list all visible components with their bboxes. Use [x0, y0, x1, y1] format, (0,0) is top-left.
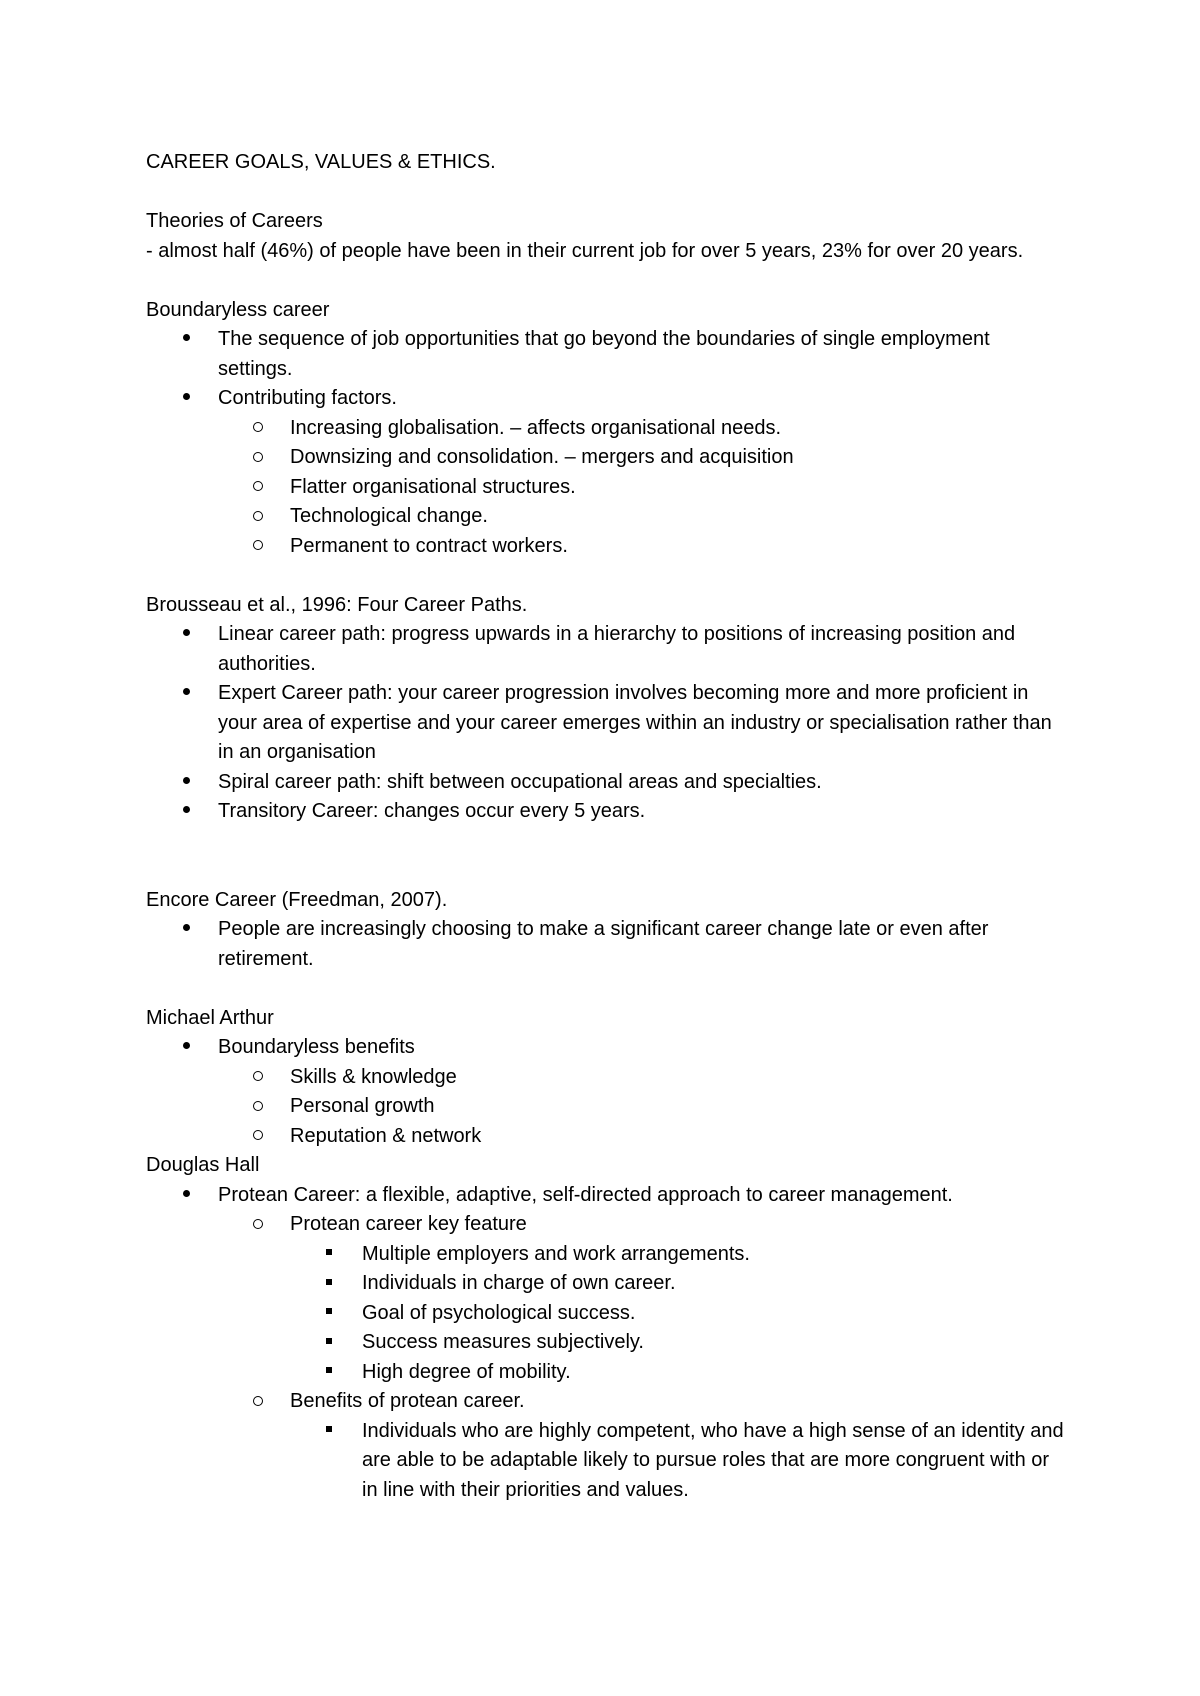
circle-bullet-icon	[253, 473, 273, 503]
list-item	[146, 443, 1066, 473]
boundaryless-heading: Boundaryless career	[146, 298, 330, 321]
list-item-text: Contributing factors.	[218, 387, 397, 409]
list-item-text: Multiple employers and work arrangements.	[362, 1242, 750, 1265]
spacer	[146, 974, 1066, 1004]
list-item-text: Expert Career path: your career progression involves becoming more and more proficient in your area of expertise and your career emerges within an industry or specialisation rather than in an organisation	[218, 682, 1052, 763]
spacer	[146, 266, 1066, 296]
list-item	[146, 1387, 1066, 1417]
bullet-icon	[183, 797, 203, 827]
theories-note: - almost half (46%) of people have been in their current job for over 5 years, 23% for over 20 years.	[146, 239, 1024, 262]
list-item-text: Individuals who are highly competent, who have a high sense of an identity and are able to be adaptable likely to pursue roles that are more congruent with or in line with their priorities and values.	[362, 1419, 1064, 1501]
list-item	[146, 1181, 1066, 1211]
bullet-icon	[183, 325, 203, 355]
spacer	[146, 561, 1066, 591]
bullet-icon	[183, 1033, 203, 1063]
circle-bullet-icon	[253, 414, 273, 444]
list-item	[146, 384, 1066, 414]
circle-bullet-icon	[253, 532, 273, 562]
list-item	[146, 1210, 1066, 1240]
list-item	[146, 414, 1066, 444]
list-item-text: High degree of mobility.	[362, 1360, 571, 1383]
list-item	[146, 1033, 1066, 1063]
list-item-text: Transitory Career: changes occur every 5 years.	[218, 800, 646, 822]
list-item-text: Increasing globalisation. – affects organisational needs.	[290, 416, 782, 439]
square-bullet-icon	[326, 1299, 346, 1329]
list-item	[146, 502, 1066, 532]
list-item	[146, 1328, 1066, 1358]
list-item-text: Skills & knowledge	[290, 1065, 457, 1088]
encore-heading: Encore Career (Freedman, 2007).	[146, 888, 448, 911]
arthur-heading: Michael Arthur	[146, 1006, 274, 1029]
square-bullet-icon	[326, 1328, 346, 1358]
bullet-icon	[183, 915, 203, 945]
list-item	[146, 620, 1066, 679]
list-item-text: The sequence of job opportunities that go beyond the boundaries of single employment settings.	[218, 328, 990, 380]
list-item	[146, 768, 1066, 798]
list-item-text: Individuals in charge of own career.	[362, 1272, 676, 1294]
circle-bullet-icon	[253, 502, 273, 532]
square-bullet-icon	[326, 1269, 346, 1299]
spacer	[146, 827, 1066, 886]
hall-heading: Douglas Hall	[146, 1154, 260, 1176]
document-title: CAREER GOALS, VALUES & ETHICS.	[146, 151, 496, 173]
square-bullet-icon	[326, 1240, 346, 1270]
circle-bullet-icon	[253, 1122, 273, 1152]
bullet-icon	[183, 679, 203, 709]
square-bullet-icon	[326, 1417, 346, 1447]
list-item	[146, 915, 1066, 974]
list-item	[146, 1299, 1066, 1329]
list-item-text: Technological change.	[290, 505, 488, 527]
spacer	[146, 178, 1066, 208]
theories-heading: Theories of Careers	[146, 210, 323, 232]
list-item-text: Goal of psychological success.	[362, 1301, 636, 1324]
bullet-icon	[183, 1181, 203, 1211]
document-body	[146, 148, 1066, 1505]
list-item	[146, 532, 1066, 562]
circle-bullet-icon	[253, 1092, 273, 1122]
list-item-text: Reputation & network	[290, 1124, 482, 1147]
list-item	[146, 1240, 1066, 1270]
list-item	[146, 797, 1066, 827]
list-item	[146, 1092, 1066, 1122]
list-item	[146, 325, 1066, 384]
list-item	[146, 1417, 1066, 1506]
bullet-icon	[183, 768, 203, 798]
list-item	[146, 473, 1066, 503]
list-item-text: Success measures subjectively.	[362, 1331, 644, 1353]
list-item-text: Benefits of protean career.	[290, 1390, 525, 1412]
circle-bullet-icon	[253, 443, 273, 473]
circle-bullet-icon	[253, 1387, 273, 1417]
list-item	[146, 1358, 1066, 1388]
list-item-text: Protean Career: a flexible, adaptive, self-directed approach to career management.	[218, 1183, 953, 1206]
list-item-text: Flatter organisational structures.	[290, 475, 576, 498]
list-item	[146, 1269, 1066, 1299]
list-item-text: Downsizing and consolidation. – mergers and acquisition	[290, 446, 794, 468]
list-item-text: Linear career path: progress upwards in a hierarchy to positions of increasing position and authorities.	[218, 623, 1016, 675]
list-item	[146, 679, 1066, 768]
list-item-text: People are increasingly choosing to make a significant career change late or even after retirement.	[218, 918, 989, 970]
brousseau-heading: Brousseau et al., 1996: Four Career Paths.	[146, 593, 528, 616]
list-item-text: Personal growth	[290, 1095, 435, 1117]
bullet-icon	[183, 620, 203, 650]
circle-bullet-icon	[253, 1063, 273, 1093]
list-item-text: Boundaryless benefits	[218, 1036, 415, 1058]
list-item	[146, 1063, 1066, 1093]
bullet-icon	[183, 384, 203, 414]
list-item-text: Spiral career path: shift between occupational areas and specialties.	[218, 770, 822, 793]
circle-bullet-icon	[253, 1210, 273, 1240]
list-item-text: Protean career key feature	[290, 1213, 527, 1235]
list-item	[146, 1122, 1066, 1152]
square-bullet-icon	[326, 1358, 346, 1388]
list-item-text: Permanent to contract workers.	[290, 534, 568, 557]
